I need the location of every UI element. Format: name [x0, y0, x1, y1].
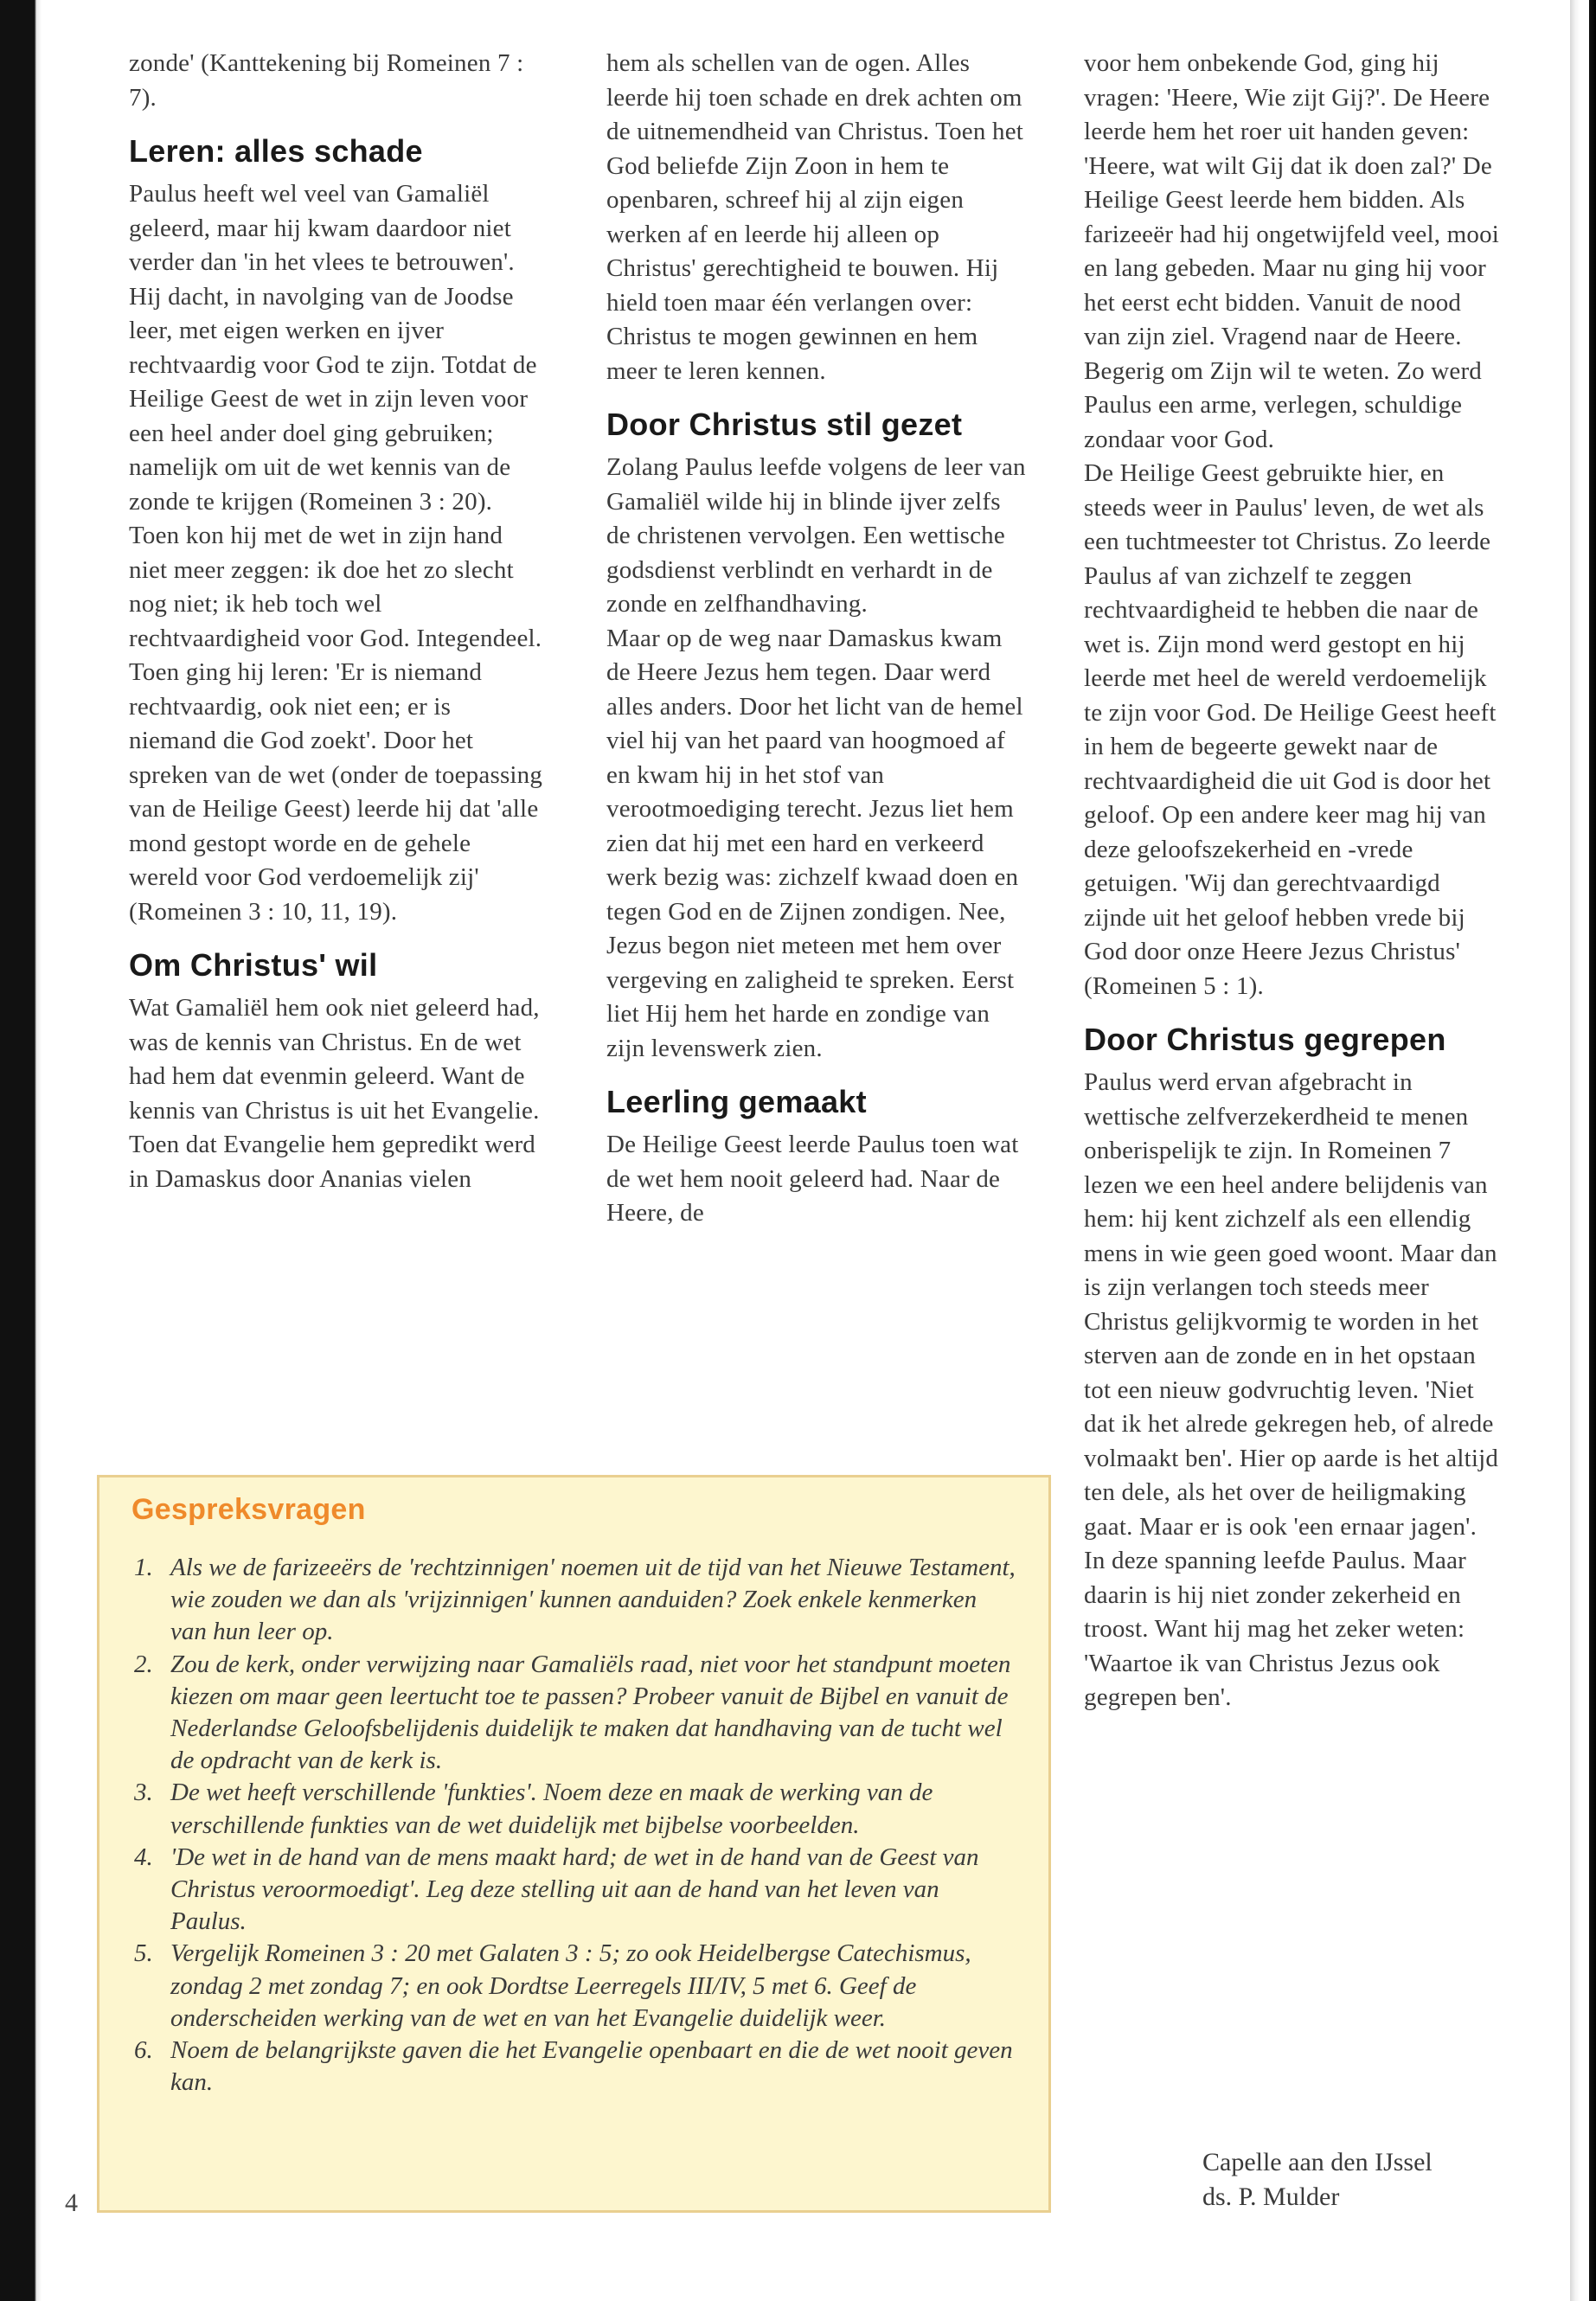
- box-title: Gespreksvragen: [131, 1493, 366, 1526]
- question-text: Noem de belangrijkste gaven die het Evangelie openbaart en die de wet nooit geven kan.: [170, 2036, 1013, 2097]
- section-heading: Leerling gemaakt: [606, 1084, 867, 1119]
- question-item: [134, 1649, 1016, 1778]
- question-list: [134, 1552, 1016, 2099]
- author-signature: [1202, 2145, 1433, 2214]
- question-text: Als we de farizeeërs de 'rechtzinnigen' noemen uit de tijd van het Nieuwe Testament, wie zouden we dan als 'vrijzinnigen' kunnen aanduiden? Zoek enkele kenmerken van hun leer op.: [170, 1554, 1016, 1646]
- question-item: [134, 1552, 1016, 1649]
- question-text: Vergelijk Romeinen 3 : 20 met Galaten 3 : 5; zo ook Heidelbergse Catechismus, zondag 2 met zondag 7; en ook Dordtse Leerregels III/IV, 5 met 6. Geef de onderscheiden werking van de wet en van het Evangelie duidelijk weer.: [170, 1939, 971, 2032]
- paragraph: Paulus werd ervan afgebracht in wettische zelfverzekerdheid te menen onberispelijk te zijn. In Romeinen 7 lezen we een heel andere belijdenis van hem: hij kent zichzelf als een ellendig mens in wie geen goed woont. Maar dan is zijn verlangen toch steeds meer Christus gelijkvormig te worden in het sterven aan de zonde en in het opstaan tot een nieuw godvruchtig leven. 'Niet dat ik het alrede gekregen heb, of alrede volmaakt ben'. Hier op aarde is het altijd ten dele, als het over de heiligmaking gaat. Maar er is ook 'een ernaar jagen'.: [1084, 1068, 1499, 1541]
- question-number: 4.: [134, 1843, 153, 1871]
- discussion-questions-box: [97, 1475, 1051, 2213]
- question-number: 5.: [134, 1939, 153, 1968]
- question-number: 3.: [134, 1779, 153, 1807]
- paragraph: Wat Gamaliël hem ook niet geleerd had, was de kennis van Christus. En de wet had hem dat evenmin geleerd. Want de kennis van Christus is uit het Evangelie. Toen dat Evangelie hem gepredikt werd in Damaskus door Ananias vielen: [129, 994, 540, 1193]
- paragraph: Maar op de weg naar Damaskus kwam de Heere Jezus hem tegen. Daar werd alles anders. Door het licht van de hemel viel hij van het paard van hoogmoed af en kwam hij in het stof van verootmoediging terecht. Jezus liet hem zien dat hij met een hard en verkeerd werk bezig was: zichzelf kwaad doen en tegen God en de Zijnen zondigen. Nee, Jezus begon niet meteen met hem over vergeving en zaligheid te spreken. Eerst liet Hij hem het harde en zondige van zijn levenswerk zien.: [606, 624, 1023, 1062]
- paragraph: zonde' (Kanttekening bij Romeinen 7 : 7).: [129, 49, 524, 112]
- paragraph: In deze spanning leefde Paulus. Maar daarin is hij niet zonder zekerheid en troost. Want hij mag het zeker weten: 'Waartoe ik van Christus Jezus ook gegrepen ben'.: [1084, 1547, 1467, 1711]
- section-heading: Door Christus stil gezet: [606, 407, 963, 442]
- question-item: [134, 1777, 1016, 1841]
- question-item: [134, 2035, 1016, 2099]
- paragraph: De Heilige Geest gebruikte hier, en steeds weer in Paulus' leven, de wet als een tuchtmeester tot Christus. Zo leerde Paulus af van zichzelf te zeggen rechtvaardigheid te hebben die naar de wet is. Zijn mond werd gestopt en hij leerde met heel de wereld verdoemelijk te zijn voor God. De Heilige Geest heeft in hem de begeerte gewekt naar de rechtvaardigheid die uit God is door het geloof. Op een andere keer mag hij van deze geloofszekerheid en -vrede getuigen. 'Wij dan gerechtvaardigd zijnde uit het geloof hebben vrede bij God door onze Heere Jezus Christus' (Romeinen 5 : 1).: [1084, 459, 1497, 1000]
- section-heading: Leren: alles schade: [129, 133, 423, 169]
- author-place: Capelle aan den IJssel: [1202, 2148, 1433, 2176]
- paragraph: hem als schellen van de ogen. Alles leerde hij toen schade en drek achten om de uitnemendheid van Christus. Toen het God beliefde Zijn Zoon in hem te openbaren, schreef hij al zijn eigen werken af en leerde hij alleen op Christus' gerechtigheid te bouwen. Hij hield toen maar één verlangen over: Christus te mogen gewinnen en hem meer te leren kennen.: [606, 49, 1024, 385]
- page-number: 4: [65, 2189, 78, 2217]
- column-1: [129, 47, 544, 1196]
- question-text: 'De wet in de hand van de mens maakt hard; de wet in de hand van de Geest van Christus veroormoedigt'. Leg deze stelling uit aan de hand van het leven van Paulus.: [170, 1843, 979, 1936]
- question-number: 2.: [134, 1650, 153, 1678]
- question-item: [134, 1842, 1016, 1939]
- paragraph: Paulus heeft wel veel van Gamaliël geleerd, maar hij kwam daardoor niet verder dan 'in het vlees te betrouwen'. Hij dacht, in navolging van de Joodse leer, met eigen werken en ijver rechtvaardig voor God te zijn. Totdat de Heilige Geest de wet in zijn leven voor een heel ander doel ging gebruiken; namelijk om uit de wet kennis van de zonde te krijgen (Romeinen 3 : 20).: [129, 180, 537, 516]
- paragraph: voor hem onbekende God, ging hij vragen: 'Heere, Wie zijt Gij?'. De Heere leerde hem het roer uit handen geven: 'Heere, wat wilt Gij dat ik doen zal?' De Heilige Geest leerde hem bidden. Als farizeeër had hij ongetwijfeld veel, mooi en lang gebeden. Maar nu ging hij voor het eerst echt bidden. Vanuit de nood van zijn ziel. Vragend naar de Heere. Begerig om Zijn wil te weten. Zo werd Paulus een arme, verlegen, schuldige zondaar voor God.: [1084, 49, 1500, 453]
- column-2: [606, 47, 1030, 1231]
- section-heading: Om Christus' wil: [129, 947, 378, 983]
- question-text: Zou de kerk, onder verwijzing naar Gamaliëls raad, niet voor het standpunt moeten kiezen om maar geen leertucht toe te passen? Probeer vanuit de Bijbel en vanuit de Nederlandse Geloofsbelijdenis duidelijk te maken dat handhaving van de tucht wel de opdracht van de kerk is.: [170, 1650, 1011, 1775]
- question-item: [134, 1938, 1016, 2035]
- question-text: De wet heeft verschillende 'funkties'. Noem deze en maak de werking van de verschillende funkties van de wet duidelijk met bijbelse voorbeelden.: [170, 1779, 933, 1839]
- question-number: 6.: [134, 2036, 153, 2065]
- paragraph: Toen kon hij met de wet in zijn hand niet meer zeggen: ik doe het zo slecht nog niet; ik heb toch wel rechtvaardigheid voor God. Integendeel. Toen ging hij leren: 'Er is niemand rechtvaardig, ook niet een; er is niemand die God zoekt'. Door het spreken van de wet (onder de toepassing van de Heilige Geest) leerde hij dat 'alle mond gestopt worde en de gehele wereld voor God verdoemelijk zij' (Romeinen 3 : 10, 11, 19).: [129, 522, 543, 926]
- paragraph: Zolang Paulus leefde volgens de leer van Gamaliël wilde hij in blinde ijver zelfs de christenen vervolgen. Een wettische godsdienst verblindt en verhardt in de zonde en zelfhandhaving.: [606, 453, 1026, 618]
- author-name: ds. P. Mulder: [1202, 2182, 1340, 2211]
- question-number: 1.: [134, 1554, 153, 1581]
- section-heading: Door Christus gegrepen: [1084, 1022, 1446, 1057]
- scan-edge-right: [1570, 0, 1596, 2301]
- scan-edge-left: [0, 0, 42, 2301]
- paragraph: De Heilige Geest leerde Paulus toen wat de wet hem nooit geleerd had. Naar de Heere, de: [606, 1131, 1019, 1227]
- column-3: [1084, 47, 1503, 1715]
